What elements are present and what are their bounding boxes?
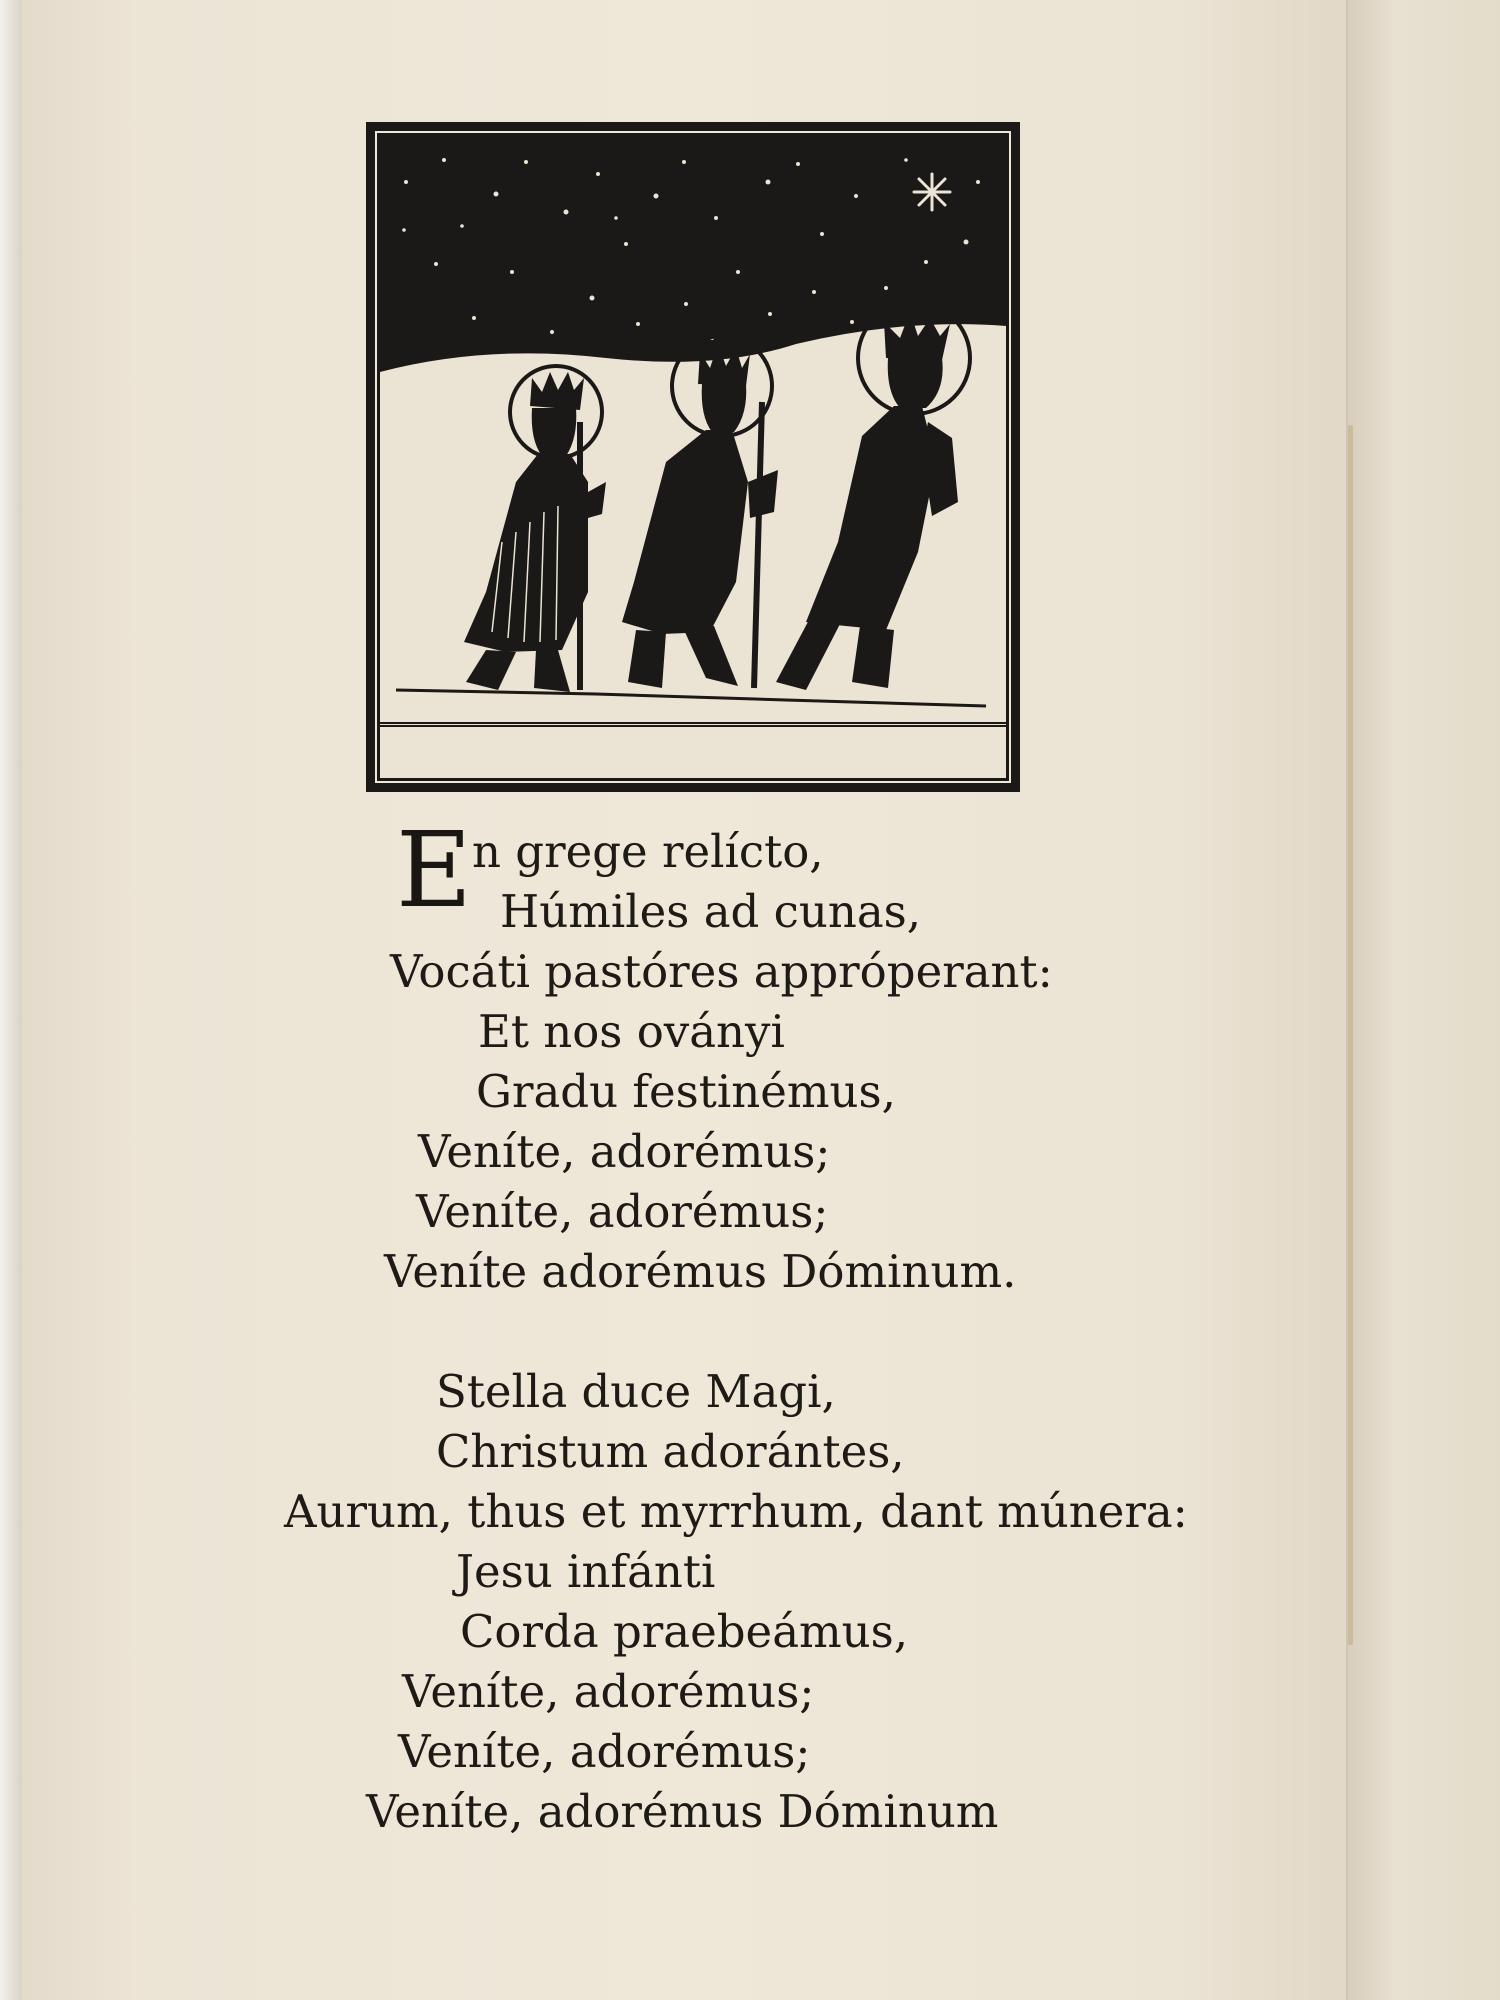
verse-line: Veníte, adorémus; <box>418 1125 831 1178</box>
verse-line: Veníte, adorémus Dóminum <box>366 1785 999 1838</box>
facing-page-edge <box>1346 0 1500 2000</box>
verse-line: Veníte, adorémus; <box>398 1725 811 1778</box>
page-edge <box>0 0 22 2000</box>
woodcut-illustration <box>366 122 1020 792</box>
verse-line: Aurum, thus et myrrhum, dant múnera: <box>284 1485 1188 1538</box>
verse-line: Veníte, adorémus; <box>402 1665 815 1718</box>
verse-line: Veníte adorémus Dóminum. <box>384 1245 1017 1298</box>
verse-line: Vocáti pastóres appróperant: <box>390 945 1053 998</box>
binding-thread <box>1348 425 1353 1645</box>
verse-line: Stella duce Magi, <box>436 1365 836 1418</box>
verse-line: Et nos oványi <box>478 1005 785 1058</box>
verse-line: Húmiles ad cunas, <box>500 885 922 938</box>
verse-line: Corda praebeámus, <box>460 1605 909 1658</box>
verse-line: Jesu infánti <box>456 1545 716 1598</box>
verse-line: Gradu festinémus, <box>476 1065 896 1118</box>
verse-line: Christum adorántes, <box>436 1425 905 1478</box>
verse-line: n grege relícto, <box>472 825 824 878</box>
verse-line: Veníte, adorémus; <box>416 1185 829 1238</box>
drop-cap: E <box>396 809 472 931</box>
